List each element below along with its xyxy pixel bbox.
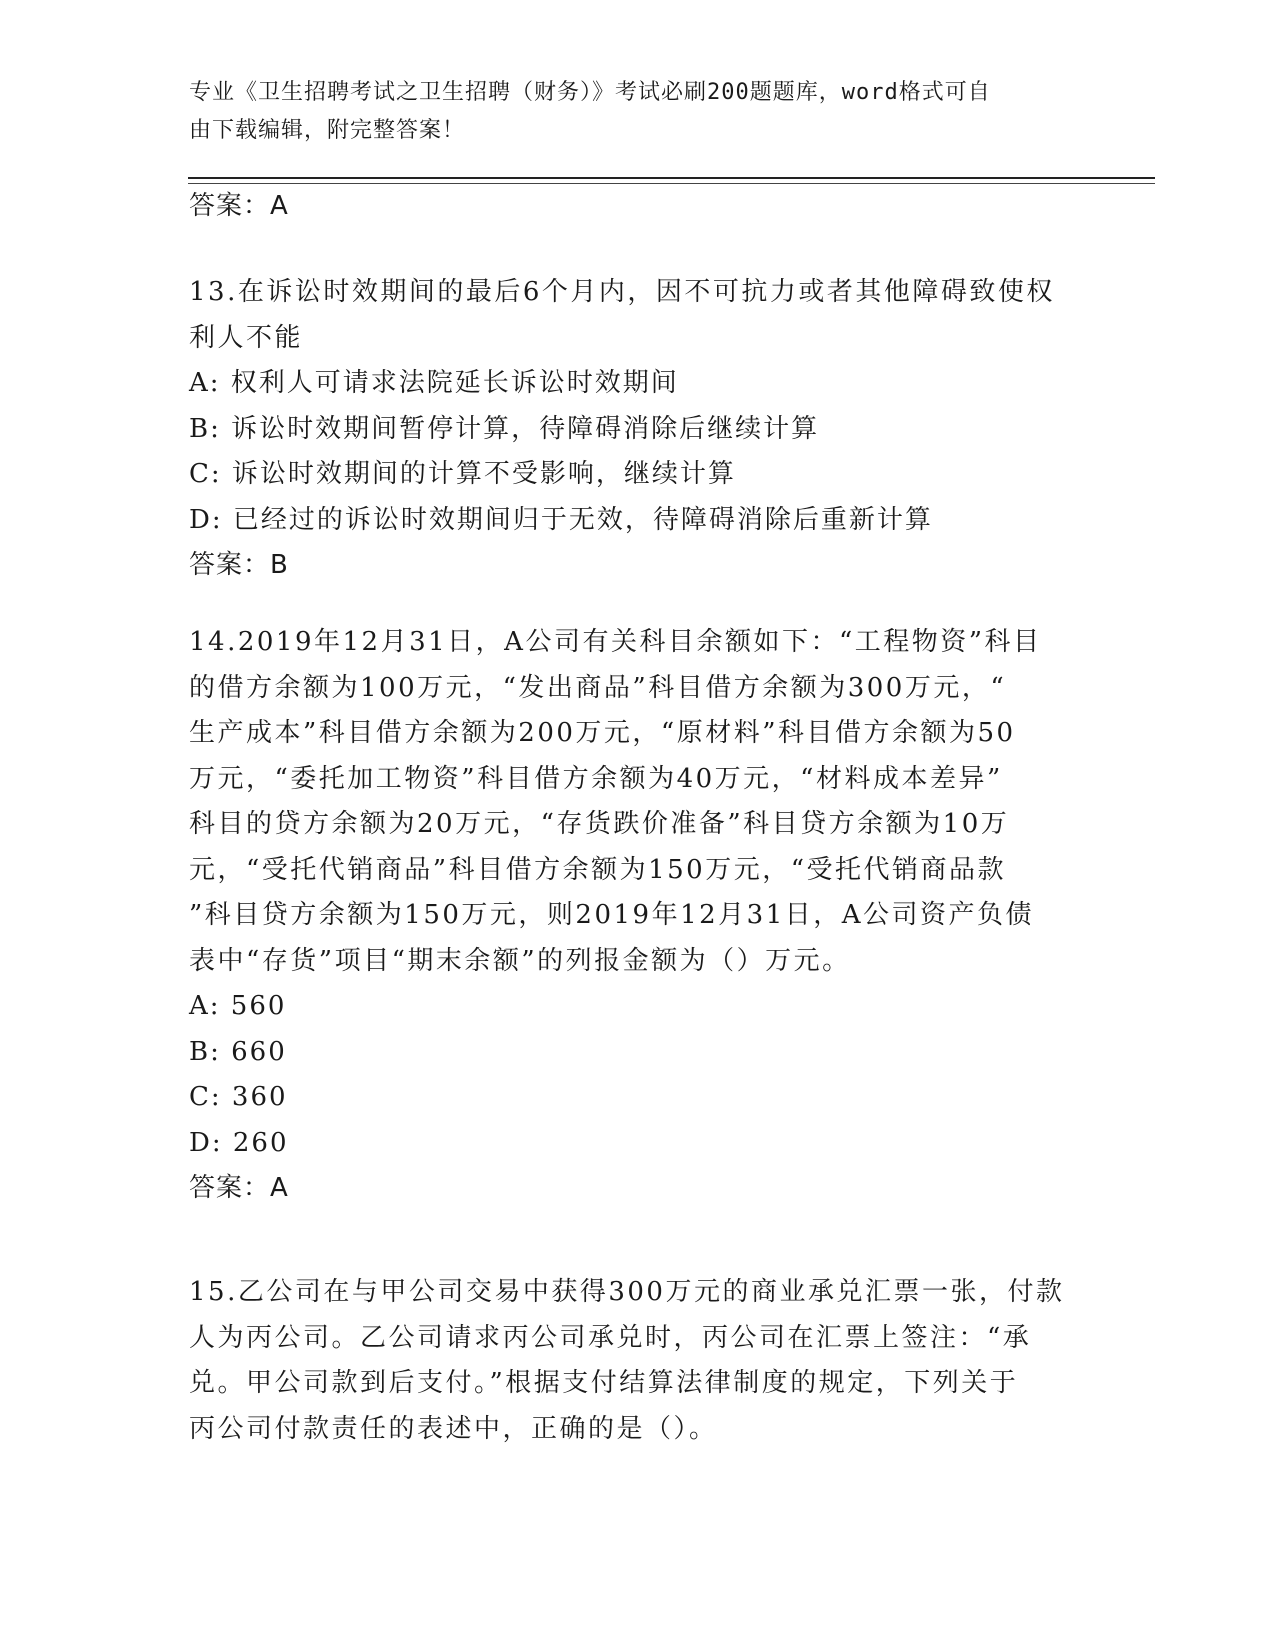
- option-c: C: 360: [189, 1082, 288, 1112]
- option-b: B: 诉讼时效期间暂停计算，待障碍消除后继续计算: [189, 413, 820, 444]
- header-divider: [188, 177, 1155, 179]
- question-14: [189, 620, 1089, 1212]
- question-text-line: 科目的贷方余额为20万元，“存货跌价准备”科目贷方余额为10万: [189, 809, 1010, 839]
- previous-answer-block: [189, 184, 1089, 230]
- question-text-line: 利人不能: [189, 322, 304, 353]
- question-text-line: 万元，“委托加工物资”科目借方余额为40万元，“材料成本差异”: [189, 763, 1003, 794]
- option-b: B: 660: [189, 1036, 287, 1067]
- question-text-line: 表中“存货”项目“期末余额”的列报金额为（）万元。: [189, 945, 851, 976]
- page-header: [189, 74, 1069, 150]
- option-d: D: 已经过的诉讼时效期间归于无效，待障碍消除后重新计算: [189, 504, 933, 535]
- question-text-line: 元，“受托代销商品”科目借方余额为150万元，“受托代销商品款: [189, 854, 1007, 885]
- question-text-line: 的借方余额为100万元，“发出商品”科目借方余额为300万元，“: [189, 672, 1007, 703]
- answer-label: 答案：B: [189, 550, 289, 580]
- question-13: [189, 270, 1089, 589]
- option-d: D: 260: [189, 1127, 289, 1158]
- question-text-line: ”科目贷方余额为150万元，则2019年12月31日，A公司资产负债: [189, 900, 1035, 930]
- question-text-line: 生产成本”科目借方余额为200万元，“原材料”科目借方余额为50: [189, 718, 1016, 748]
- answer-label: 答案：A: [189, 1173, 289, 1203]
- question-text-line: 丙公司付款责任的表述中，正确的是（）。: [189, 1413, 718, 1444]
- header-line-2: 由下载编辑，附完整答案！: [189, 118, 466, 143]
- question-text-line: 15.乙公司在与甲公司交易中获得300万元的商业承兑汇票一张，付款: [189, 1277, 1065, 1307]
- option-a: A: 560: [189, 991, 287, 1021]
- header-line-1: 专业《卫生招聘考试之卫生招聘（财务）》考试必刷200题题库，word格式可自: [189, 80, 991, 105]
- question-15: [189, 1270, 1089, 1452]
- question-text-line: 兑。甲公司款到后支付。”根据支付结算法律制度的规定，下列关于: [189, 1368, 1019, 1398]
- question-text-line: 14.2019年12月31日，A公司有关科目余额如下：“工程物资”科目: [189, 627, 1042, 657]
- option-a: A: 权利人可请求法院延长诉讼时效期间: [189, 368, 679, 398]
- option-c: C: 诉讼时效期间的计算不受影响，继续计算: [189, 459, 736, 489]
- question-text-line: 人为丙公司。乙公司请求丙公司承兑时，丙公司在汇票上签注：“承: [189, 1322, 1032, 1353]
- question-text-line: 13.在诉讼时效期间的最后6个月内，因不可抗力或者其他障碍致使权: [189, 277, 1055, 307]
- answer-label: 答案：A: [189, 191, 289, 221]
